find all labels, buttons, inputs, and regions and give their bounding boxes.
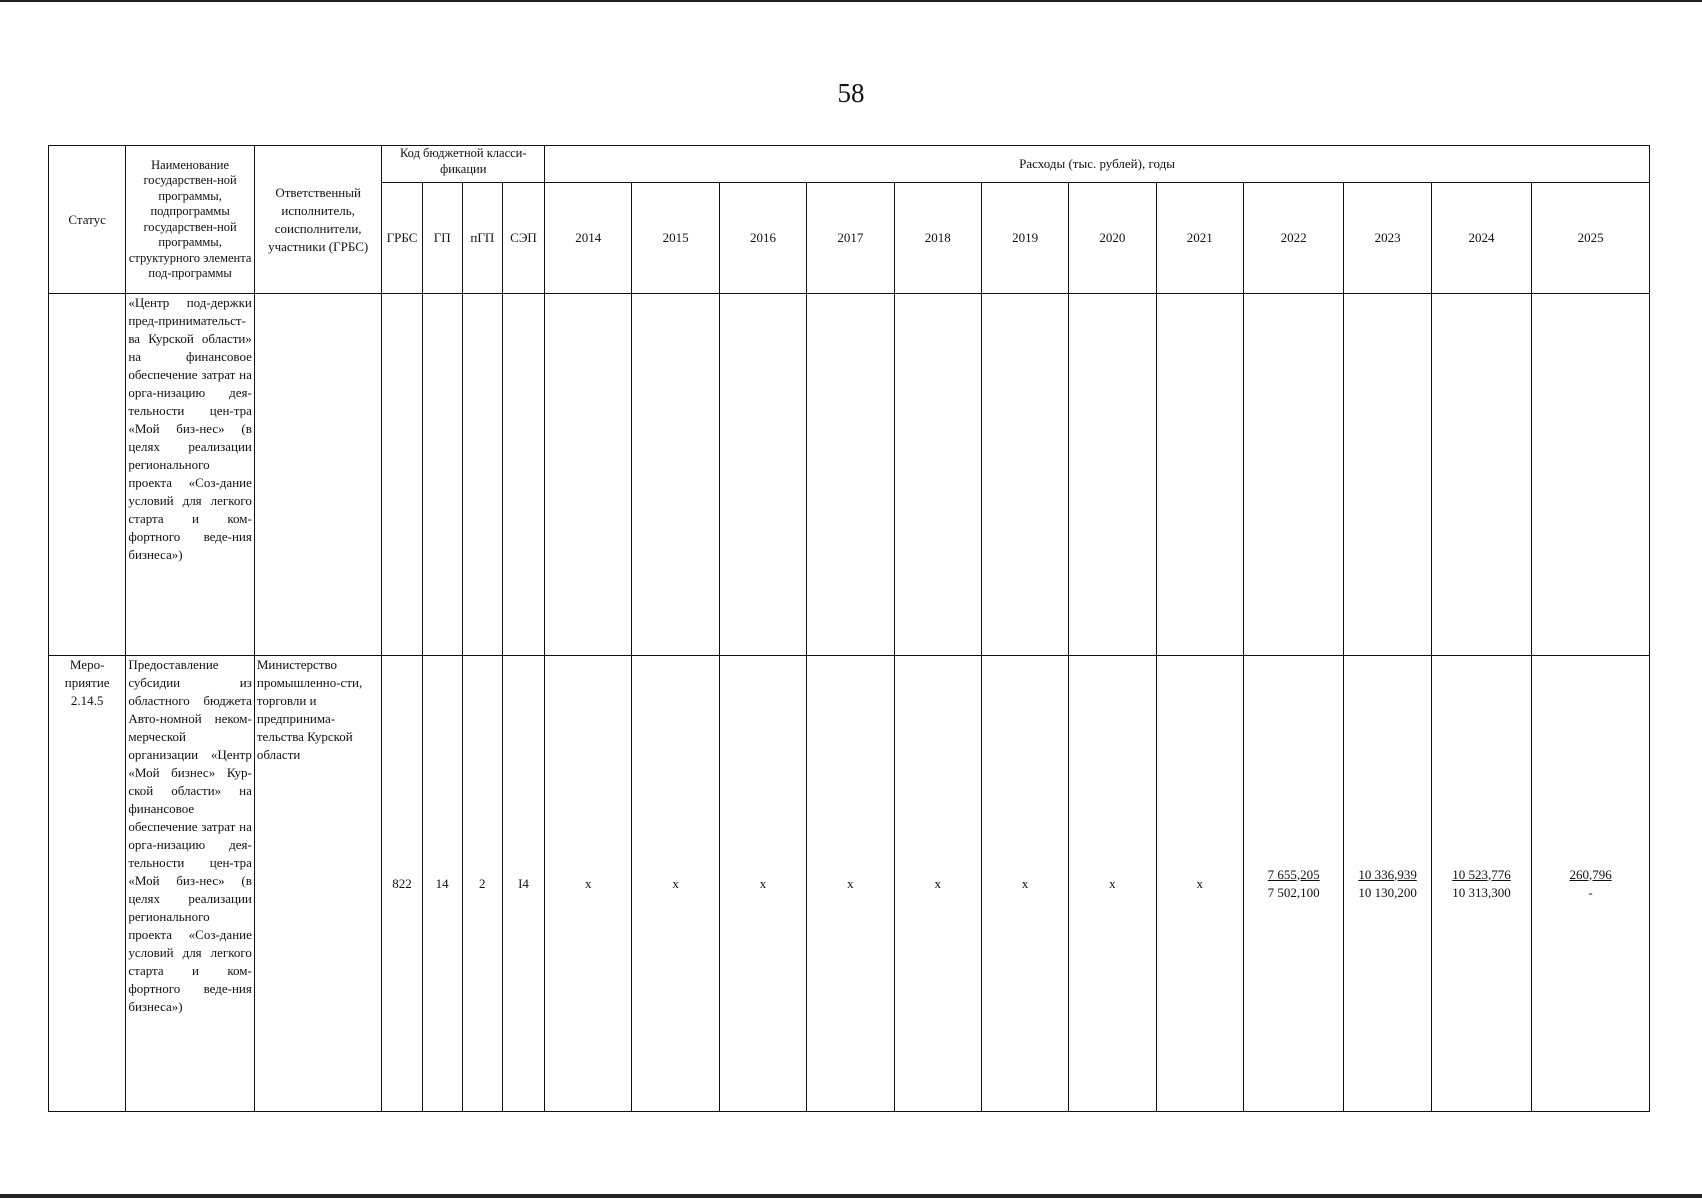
header-expenses: Расходы (тыс. рублей), годы	[545, 146, 1650, 183]
header-code-gp: ГП	[422, 183, 462, 294]
table-row	[49, 656, 1650, 1112]
amount-cell	[894, 656, 981, 1112]
empty-cell	[382, 294, 422, 656]
header-year: 2019	[981, 183, 1068, 294]
empty-cell	[894, 294, 981, 656]
empty-cell	[1069, 294, 1156, 656]
amount-plan: x	[672, 875, 679, 891]
amount-cell	[1532, 656, 1650, 1112]
empty-cell	[807, 294, 894, 656]
header-year: 2014	[545, 183, 632, 294]
amount-plan: x	[585, 875, 592, 891]
header-code-pgp: пГП	[462, 183, 502, 294]
header-code-sep: СЭП	[502, 183, 544, 294]
table-row	[49, 294, 1650, 656]
empty-cell	[545, 294, 632, 656]
amount-actual: 7 502,100	[1267, 884, 1320, 900]
empty-cell	[632, 294, 719, 656]
amount-plan: 260,796	[1569, 866, 1612, 882]
amount-actual: 10 313,300	[1452, 884, 1511, 900]
amount-cell	[1069, 656, 1156, 1112]
amount-cell	[1344, 656, 1431, 1112]
header-year: 2017	[807, 183, 894, 294]
row-program-name: «Центр под-держки пред-принимательст-ва Курской области» на финансовое обеспечение затрат на орга-низацию дея-тельности цен-тра «Мой биз-нес» (в целях реализации регионального проекта «Соз-дание условий для легкого старта и ком-фортного веде-ния бизнеса»)	[126, 294, 255, 656]
amount-plan: x	[1109, 875, 1116, 891]
empty-cell	[1431, 294, 1531, 656]
budget-expenses-table	[48, 145, 1650, 1112]
amount-cell	[545, 656, 632, 1112]
header-year: 2024	[1431, 183, 1531, 294]
amount-plan: x	[934, 875, 941, 891]
amount-cell	[1431, 656, 1531, 1112]
row-status	[49, 294, 126, 656]
header-code-grbs: ГРБС	[382, 183, 422, 294]
amount-plan: 10 523,776	[1452, 866, 1511, 882]
row-status: Меро-приятие 2.14.5	[49, 656, 126, 1112]
amount-cell	[807, 656, 894, 1112]
amount-cell	[632, 656, 719, 1112]
amount-cell	[1156, 656, 1243, 1112]
amount-plan: x	[847, 875, 854, 891]
top-border-line	[0, 0, 1702, 2]
amount-cell	[981, 656, 1068, 1112]
empty-cell	[1344, 294, 1431, 656]
amount-cell	[719, 656, 806, 1112]
header-year: 2021	[1156, 183, 1243, 294]
row-responsible: Министерство промышленно-сти, торговли и предпринима-тельства Курской области	[254, 656, 382, 1112]
amount-plan: 10 336,939	[1358, 866, 1417, 882]
amount-cell	[1243, 656, 1343, 1112]
header-year: 2020	[1069, 183, 1156, 294]
amount-actual: 10 130,200	[1358, 884, 1417, 900]
header-row-top	[49, 146, 1650, 183]
amount-actual: -	[1588, 884, 1593, 900]
empty-cell	[1243, 294, 1343, 656]
amount-plan: x	[1196, 875, 1204, 891]
empty-cell	[981, 294, 1068, 656]
bottom-border-line	[0, 1194, 1702, 1198]
empty-cell	[422, 294, 462, 656]
header-year: 2023	[1344, 183, 1431, 294]
empty-cell	[502, 294, 544, 656]
empty-cell	[719, 294, 806, 656]
header-year: 2025	[1532, 183, 1650, 294]
row-program-name: Предоставление субсидии из областного бюджета Авто-номной неком-мерческой организации «Центр «Мой бизнес» Кур-ской области» на финансовое обеспечение затрат на орга-низацию дея-тельности цен-тра «Мой биз-нес» (в целях реализации регионального проекта «Соз-дание условий для легкого старта и ком-фортного веде-ния бизнеса»)	[126, 656, 255, 1112]
amount-plan: 7 655,205	[1267, 866, 1320, 882]
empty-cell	[1156, 294, 1243, 656]
header-year: 2016	[719, 183, 806, 294]
code-grbs-value: 822	[382, 656, 422, 1112]
header-year: 2022	[1243, 183, 1343, 294]
empty-cell	[1532, 294, 1650, 656]
header-status: Статус	[49, 146, 126, 294]
code-sep-value: I4	[502, 656, 544, 1112]
page-number: 58	[837, 78, 865, 108]
amount-plan: x	[1021, 875, 1029, 891]
header-program-name: Наименование государствен-ной программы, подпрограммы государствен-ной программы, структурного элемента под-программы	[126, 146, 255, 294]
code-gp-value: 14	[422, 656, 462, 1112]
row-responsible	[254, 294, 382, 656]
header-year: 2015	[632, 183, 719, 294]
amount-plan: x	[759, 875, 767, 891]
empty-cell	[462, 294, 502, 656]
header-budget-code: Код бюджетной класси-фикации	[382, 146, 545, 183]
header-responsible: Ответственный исполнитель, соисполнители, участники (ГРБС)	[254, 146, 382, 294]
header-year: 2018	[894, 183, 981, 294]
code-pgp-value: 2	[462, 656, 502, 1112]
